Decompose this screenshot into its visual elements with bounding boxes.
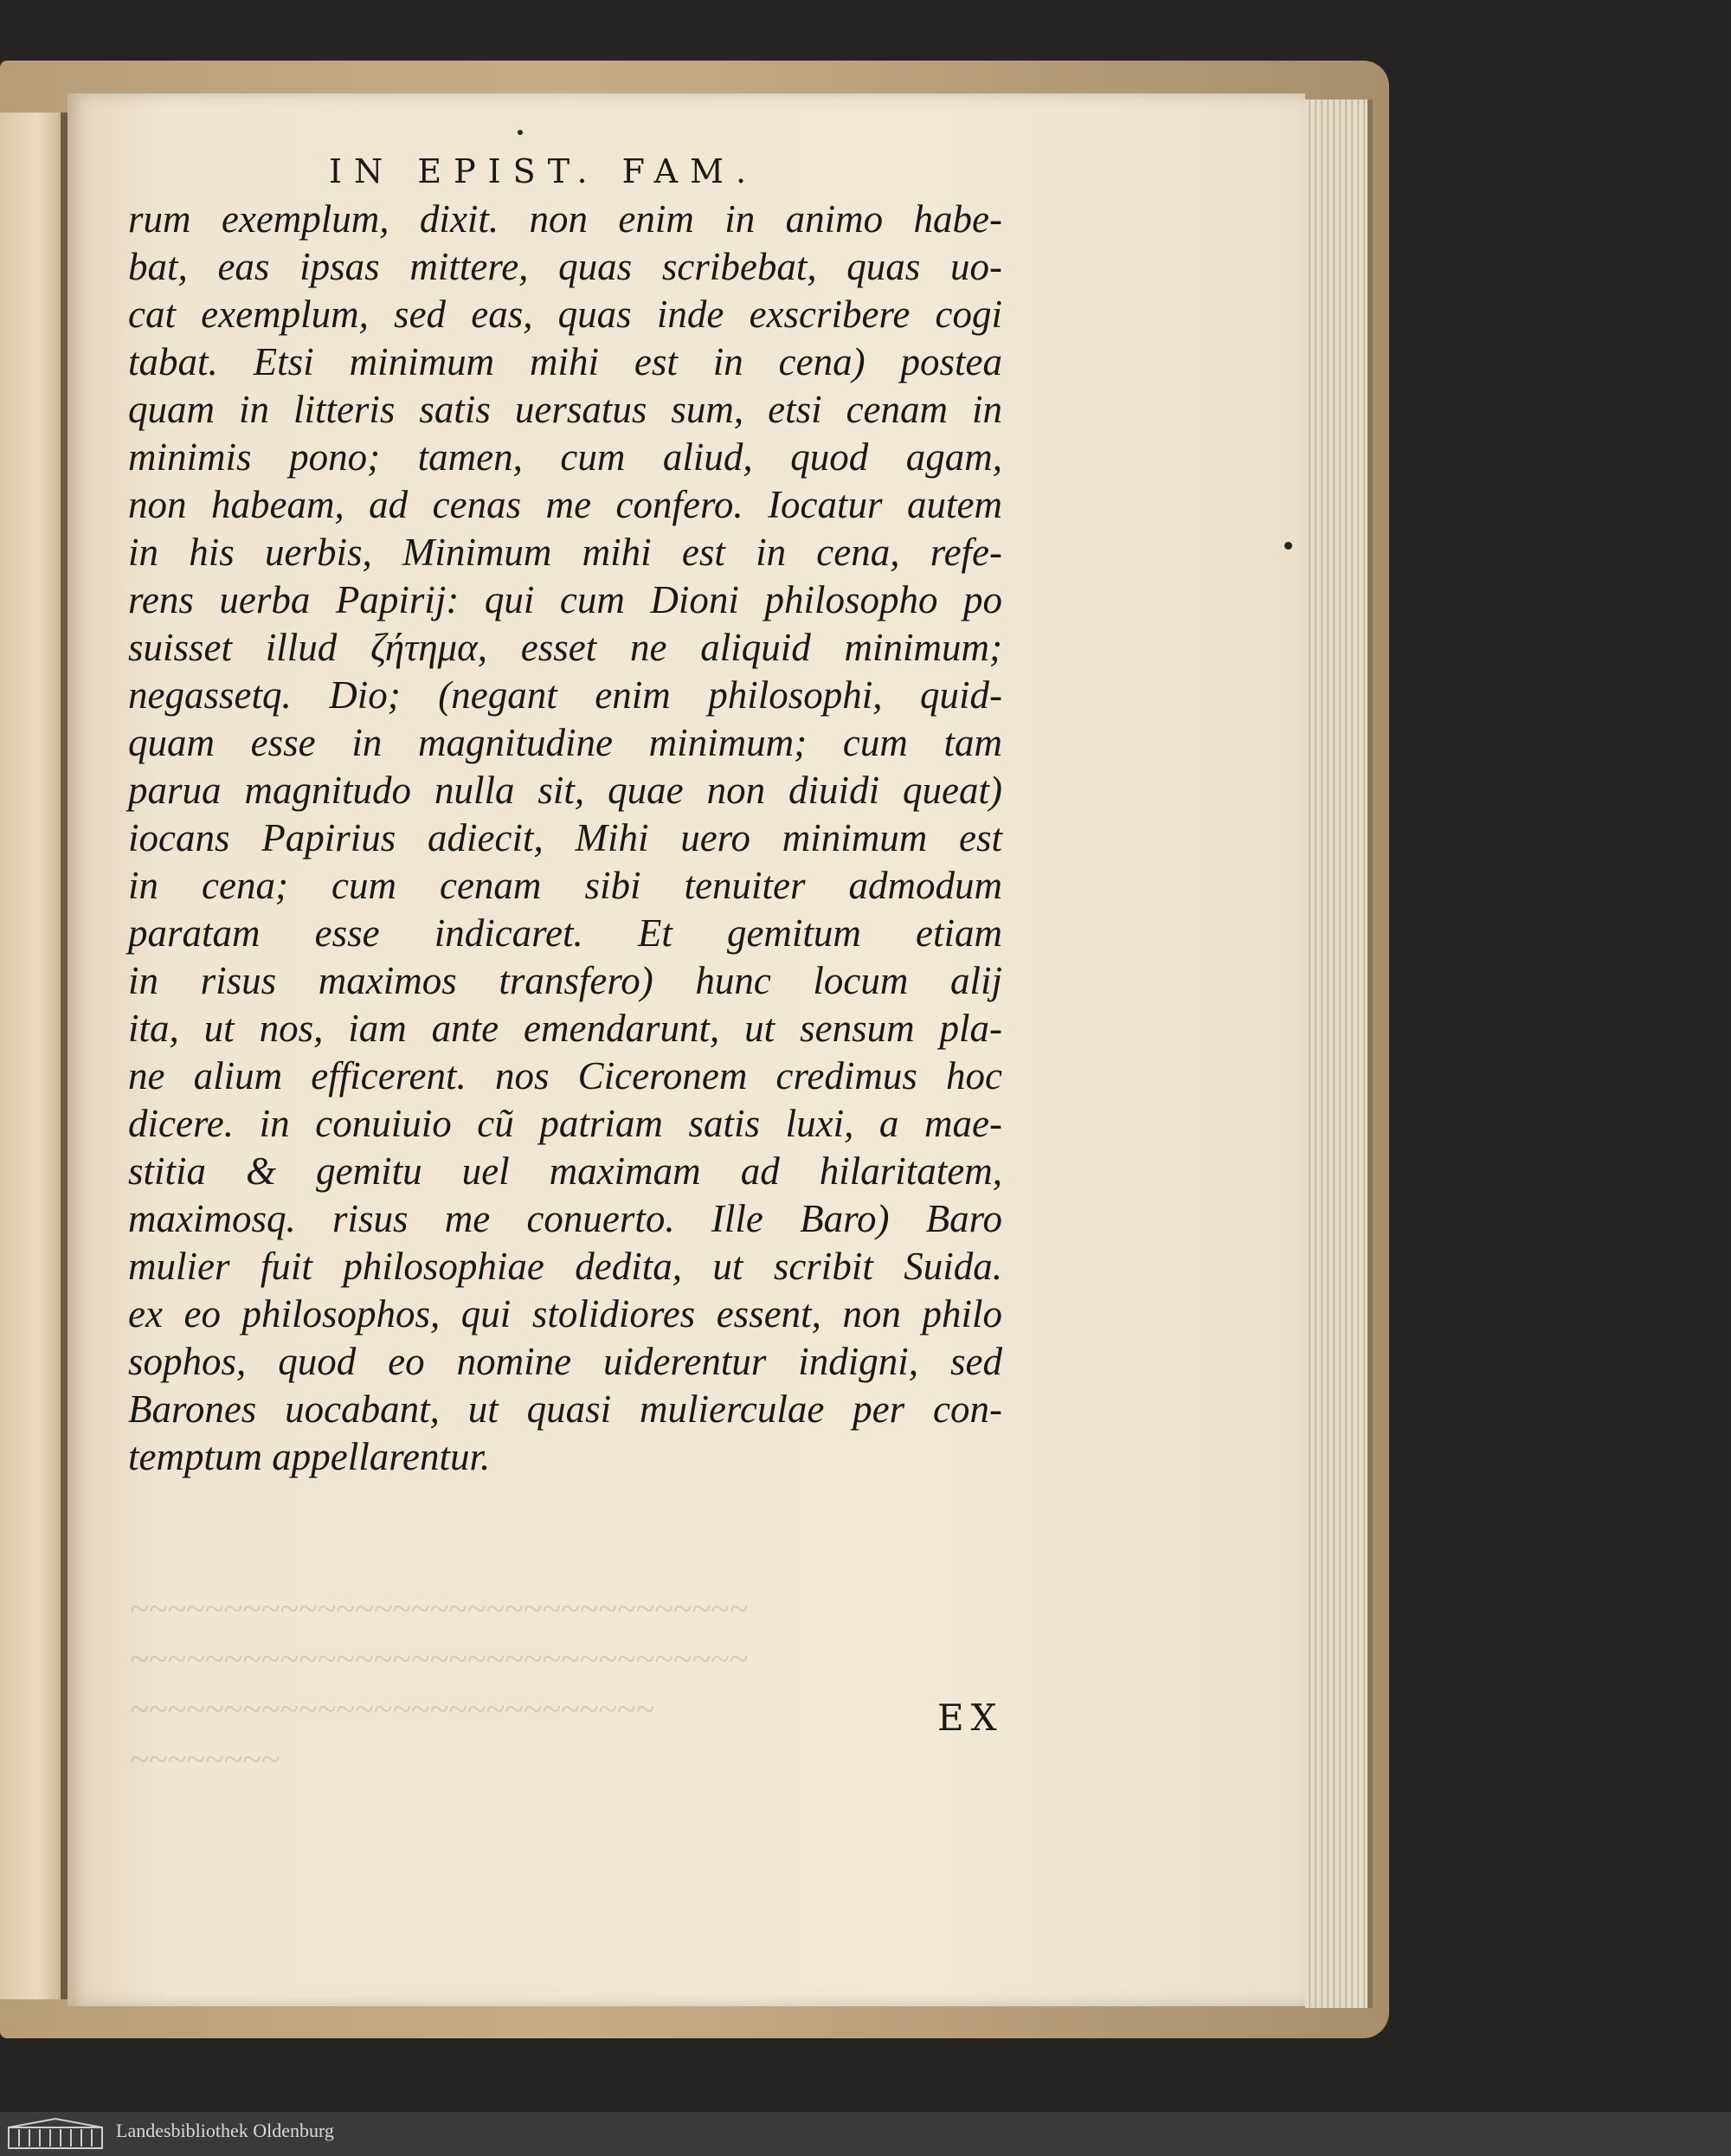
text-line: rens uerba Papirij: qui cum Dioni philosopho po bbox=[128, 578, 1002, 621]
text-line: iocans Papirius adiecit, Mihi uero minimum est bbox=[128, 816, 1002, 859]
left-page-edge bbox=[0, 113, 62, 1999]
text-line: ita, ut nos, iam ante emendarunt, ut sensum pla- bbox=[128, 1007, 1002, 1050]
footer-bar bbox=[0, 2112, 1731, 2156]
library-name: Landesbibliothek Oldenburg bbox=[116, 2120, 334, 2141]
text-line: dicere. in conuiuio cũ patriam satis luxi, a mae- bbox=[128, 1102, 1002, 1145]
text-line: mulier fuit philosophiae dedita, ut scribit Suida. bbox=[128, 1245, 1002, 1288]
ink-speck bbox=[518, 130, 523, 135]
show-through-text: ~~~~~~~~~~~~~~~~~~~~~~~~~~~~~~~~~ ~~~~~~~~~~~~~~~~~~~~~~~~~~~~~~~~~ ~~~~~~~~~~~~~~~~~~~~~~~~~~~~ ~~~~~~~~ bbox=[130, 1589, 749, 1779]
text-line: sophos, quod eo nomine uiderentur indigni, sed bbox=[128, 1340, 1002, 1383]
text-line: cat exemplum, sed eas, quas inde exscribere cogi bbox=[128, 293, 1002, 336]
text-line: minimis pono; tamen, cum aliud, quod agam, bbox=[128, 435, 1002, 479]
text-line: tabat. Etsi minimum mihi est in cena) postea bbox=[128, 340, 1002, 383]
text-line: non habeam, ad cenas me confero. Iocatur autem bbox=[128, 483, 1002, 526]
text-line: rum exemplum, dixit. non enim in animo habe- bbox=[128, 197, 1002, 241]
text-line: negassetq. Dio; (negant enim philosophi, quid- bbox=[128, 673, 1002, 717]
page-edges bbox=[1305, 100, 1373, 2008]
text-line: suisset illud ζήτημα, esset ne aliquid minimum; bbox=[128, 626, 1002, 669]
text-line: Barones uocabant, ut quasi mulierculae per con- bbox=[128, 1387, 1002, 1431]
text-line: in risus maximos transfero) hunc locum alij bbox=[128, 959, 1002, 1002]
text-line: paratam esse indicaret. Et gemitum etiam bbox=[128, 911, 1002, 955]
catchword: EX bbox=[937, 1696, 1004, 1739]
library-building-icon bbox=[7, 2117, 104, 2150]
text-line: quam in litteris satis uersatus sum, etsi cenam in bbox=[128, 388, 1002, 431]
text-line: parua magnitudo nulla sit, quae non diuidi queat) bbox=[128, 769, 1002, 812]
text-line: maximosq. risus me conuerto. Ille Baro) Baro bbox=[128, 1197, 1002, 1240]
text-line: bat, eas ipsas mittere, quas scribebat, quas uo- bbox=[128, 245, 1002, 288]
text-block bbox=[128, 196, 1002, 1481]
text-line: temptum appellarentur. bbox=[128, 1435, 491, 1478]
text-line: in his uerbis, Minimum mihi est in cena, refe- bbox=[128, 531, 1002, 574]
ink-speck bbox=[1284, 542, 1292, 550]
running-head: IN EPIST. FAM. bbox=[329, 152, 759, 190]
text-line: ne alium efficerent. nos Ciceronem credimus hoc bbox=[128, 1054, 1002, 1097]
text-line: ex eo philosophos, qui stolidiores essent, non philo bbox=[128, 1292, 1002, 1335]
text-line: stitia & gemitu uel maximam ad hilaritatem, bbox=[128, 1149, 1002, 1193]
text-line: in cena; cum cenam sibi tenuiter admodum bbox=[128, 864, 1002, 907]
text-line: quam esse in magnitudine minimum; cum tam bbox=[128, 721, 1002, 764]
